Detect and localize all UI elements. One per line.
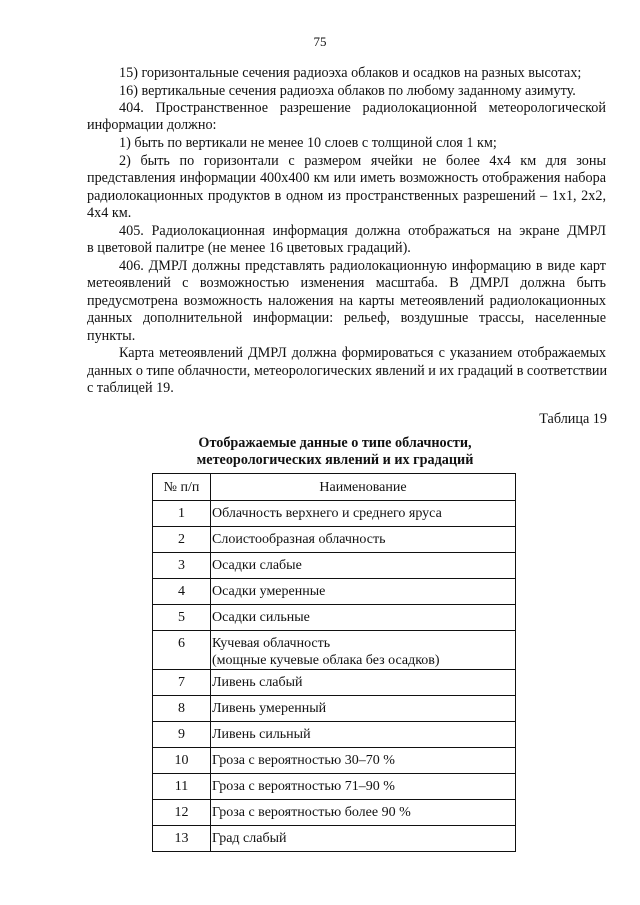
list-item-2-line1: 2) быть по горизонтали с размером ячейки не более 4х4 км для зоны <box>119 153 606 169</box>
table-caption: Таблица 19 <box>539 411 607 427</box>
table-row <box>153 631 516 670</box>
page-number: 75 <box>313 34 327 49</box>
list-item-16: 16) вертикальные сечения радиоэха облаков по любому заданному азимуту. <box>119 83 576 99</box>
row-number: 7 <box>153 670 211 696</box>
list-item-1: 1) быть по вертикали не менее 10 слоев с толщиной слоя 1 км; <box>119 135 497 151</box>
table-row <box>153 748 516 774</box>
row-number: 9 <box>153 722 211 748</box>
table-row <box>153 605 516 631</box>
row-name: Ливень умеренный <box>211 696 516 722</box>
table-title-line1: Отображаемые данные о типе облачности, <box>198 435 472 451</box>
row-name: Осадки сильные <box>211 605 516 631</box>
table-row <box>153 579 516 605</box>
paragraph-406-line2: метеоявлений с возможностью изменения масштаба. В ДМРЛ должна быть <box>87 275 606 291</box>
paragraph-405-line2: в цветовой палитре (не менее 16 цветовых градаций). <box>87 240 411 256</box>
list-item-2-line2: представления информации 400х400 км или иметь возможность отображения набора <box>87 170 606 186</box>
row-name: Град слабый <box>211 826 516 852</box>
table-row <box>153 527 516 553</box>
table-row <box>153 800 516 826</box>
row-name: Слоистообразная облачность <box>211 527 516 553</box>
list-item-2-line4: 4х4 км. <box>87 205 132 221</box>
row-number: 8 <box>153 696 211 722</box>
row-name: Ливень сильный <box>211 722 516 748</box>
paragraph-405-line1: 405. Радиолокационная информация должна отображаться на экране ДМРЛ <box>119 223 606 239</box>
row-number: 3 <box>153 553 211 579</box>
row-name: Ливень слабый <box>211 670 516 696</box>
table-header-row <box>153 474 516 501</box>
column-header-number: № п/п <box>153 474 211 501</box>
row-number: 1 <box>153 501 211 527</box>
table-row <box>153 670 516 696</box>
row-name-line2: (мощные кучевые облака без осадков) <box>212 653 440 668</box>
list-item-15: 15) горизонтальные сечения радиоэха облаков и осадков на разных высотах; <box>119 65 582 81</box>
row-number: 10 <box>153 748 211 774</box>
paragraph-map-line1: Карта метеоявлений ДМРЛ должна формироваться с указанием отображаемых <box>119 345 606 361</box>
paragraph-404-line2: информации должно: <box>87 117 217 133</box>
paragraph-map-line2: данных о типе облачности, метеорологических явлений и их градаций в соответствии <box>87 363 608 379</box>
row-name: Осадки умеренные <box>211 579 516 605</box>
row-number: 6 <box>153 631 211 670</box>
column-header-name: Наименование <box>211 474 516 501</box>
row-number: 2 <box>153 527 211 553</box>
row-name <box>211 631 516 670</box>
row-number: 4 <box>153 579 211 605</box>
table-row <box>153 774 516 800</box>
data-table <box>152 473 516 852</box>
table-row <box>153 696 516 722</box>
row-name: Гроза с вероятностью более 90 % <box>211 800 516 826</box>
row-number: 5 <box>153 605 211 631</box>
row-name: Облачность верхнего и среднего яруса <box>211 501 516 527</box>
paragraph-406-line1: 406. ДМРЛ должны представлять радиолокационную информацию в виде карт <box>119 258 606 274</box>
row-name: Гроза с вероятностью 71–90 % <box>211 774 516 800</box>
table-row <box>153 553 516 579</box>
paragraph-404-line1: 404. Пространственное разрешение радиолокационной метеорологической <box>119 100 606 116</box>
row-name-line1: Кучевая облачность <box>212 636 331 651</box>
row-name: Гроза с вероятностью 30–70 % <box>211 748 516 774</box>
row-number: 12 <box>153 800 211 826</box>
row-number: 11 <box>153 774 211 800</box>
table-row <box>153 722 516 748</box>
list-item-2-line3: радиолокационных продуктов в одном из пространственных разрешений – 1х1, 2х2, <box>87 188 606 204</box>
table-row <box>153 826 516 852</box>
paragraph-406-line5: пункты. <box>87 328 136 344</box>
table-title-line2: метеорологических явлений и их градаций <box>196 452 474 468</box>
row-number: 13 <box>153 826 211 852</box>
paragraph-map-line3: с таблицей 19. <box>87 380 174 396</box>
table-row <box>153 501 516 527</box>
row-name: Осадки слабые <box>211 553 516 579</box>
paragraph-406-line3: предусмотрена возможность наложения на карты метеоявлений радиолокационных <box>87 293 606 309</box>
paragraph-406-line4: данных дополнительной информации: рельеф, воздушные трассы, населенные <box>87 310 606 326</box>
